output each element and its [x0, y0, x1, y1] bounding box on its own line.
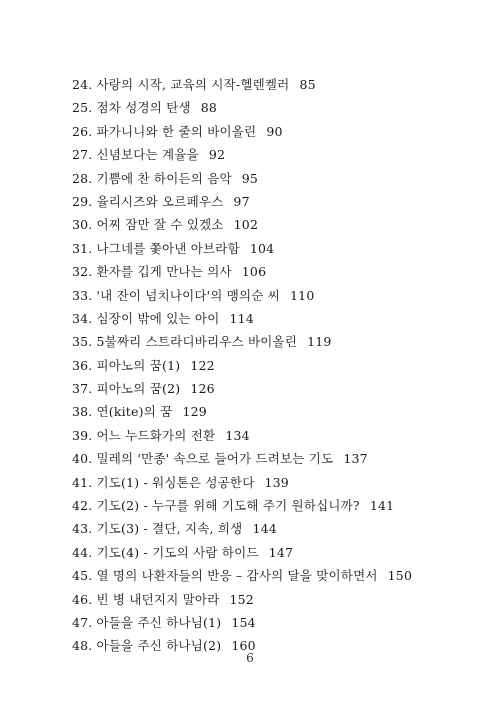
toc-entry: [72, 120, 480, 143]
table-of-contents: [72, 73, 480, 658]
toc-entry-title: 율리시즈와 오르페우스: [96, 193, 224, 209]
toc-entry-number: 41.: [72, 474, 93, 490]
toc-entry: [72, 471, 480, 494]
toc-entry: [72, 400, 480, 423]
toc-entry-title: 빈 병 내던지지 말아라: [96, 591, 220, 607]
toc-entry-title: 파가니니와 한 줄의 바이올린: [96, 123, 257, 139]
toc-entry: [72, 307, 480, 330]
toc-entry: [72, 143, 480, 166]
toc-entry-page: 141: [369, 498, 395, 514]
toc-entry-title: 아들을 주신 하나님(2): [96, 638, 222, 654]
toc-entry-title: 신념보다는 계율을: [96, 147, 199, 163]
toc-entry-page: 134: [225, 427, 250, 443]
toc-entry-number: 27.: [72, 147, 93, 163]
toc-entry-title: 밀레의 '만종' 속으로 들어가 드려보는 기도: [96, 451, 334, 467]
toc-entry-title: 나그네를 쫓아낸 아브라함: [96, 240, 240, 256]
toc-entry-page: 147: [268, 544, 294, 560]
toc-entry-title: 열 명의 나환자들의 반응 – 감사의 달을 맞이하면서: [96, 568, 378, 584]
toc-entry-page: 139: [264, 474, 289, 490]
toc-entry: [72, 588, 480, 611]
toc-entry-page: 114: [229, 310, 254, 326]
toc-entry-page: 154: [231, 614, 256, 630]
toc-entry-title: 심장이 밖에 있는 아이: [96, 310, 220, 326]
toc-entry-page: 97: [233, 193, 250, 209]
toc-entry: [72, 564, 480, 587]
toc-entry-page: 129: [182, 404, 207, 420]
toc-entry-number: 35.: [72, 334, 93, 350]
toc-entry-title: 연(kite)의 꿈: [96, 404, 173, 420]
toc-entry: [72, 377, 480, 400]
toc-entry-number: 37.: [72, 381, 93, 397]
toc-entry-title: 5불짜리 스트라디바리우스 바이올린: [96, 334, 298, 350]
toc-entry-title: 기쁨에 찬 하이든의 음악: [96, 170, 232, 186]
toc-entry: [72, 354, 480, 377]
toc-entry-title: 어느 누드화가의 전환: [96, 427, 216, 443]
toc-entry-title: '내 잔이 넘치나이다'의 맹의순 씨: [96, 287, 281, 303]
toc-entry-number: 28.: [72, 170, 93, 186]
toc-entry-title: 기도(1) - 워싱톤은 성공한다: [96, 474, 255, 490]
toc-entry-title: 기도(2) - 누구를 위해 기도해 주기 원하십니까?: [96, 498, 360, 514]
toc-entry: [72, 494, 480, 517]
toc-entry-title: 어찌 잠만 잘 수 있겠소: [96, 217, 224, 233]
toc-entry: [72, 190, 480, 213]
toc-entry: [72, 284, 480, 307]
toc-entry-page: 122: [190, 357, 215, 373]
toc-entry-page: 106: [241, 264, 267, 280]
toc-entry-page: 85: [299, 77, 316, 92]
toc-entry-page: 119: [307, 334, 332, 350]
toc-entry-page: 126: [190, 381, 215, 397]
toc-entry: [72, 517, 480, 540]
toc-entry-number: 25.: [72, 100, 93, 116]
toc-entry-page: 160: [231, 638, 256, 654]
toc-entry-number: 38.: [72, 404, 93, 420]
toc-entry-number: 32.: [72, 264, 93, 280]
toc-entry: [72, 237, 480, 260]
toc-entry: [72, 424, 480, 447]
toc-entry-page: 110: [290, 287, 315, 303]
toc-entry-number: 31.: [72, 240, 93, 256]
toc-entry-number: 30.: [72, 217, 93, 233]
toc-entry-page: 150: [387, 568, 413, 584]
toc-entry: [72, 611, 480, 634]
toc-entry-title: 피아노의 꿈(2): [96, 381, 181, 397]
toc-entry-number: 29.: [72, 193, 93, 209]
toc-entry-number: 44.: [72, 544, 93, 560]
toc-entry-title: 기도(3) - 결단, 지속, 희생: [96, 521, 243, 537]
toc-entry-page: 90: [266, 123, 283, 139]
toc-entry-title: 점차 성경의 탄생: [96, 100, 191, 116]
toc-entry-page: 95: [241, 170, 259, 186]
toc-entry-number: 42.: [72, 498, 93, 514]
toc-entry-number: 34.: [72, 310, 93, 326]
toc-entry-number: 46.: [72, 591, 93, 607]
toc-entry-page: 102: [233, 217, 259, 233]
toc-entry-number: 43.: [72, 521, 93, 537]
toc-entry-number: 47.: [72, 614, 93, 630]
toc-entry-number: 45.: [72, 568, 93, 584]
toc-entry-number: 36.: [72, 357, 93, 373]
toc-entry-title: 기도(4) - 기도의 사람 하이드: [96, 544, 259, 560]
toc-entry: [72, 213, 480, 236]
toc-entry-number: 39.: [72, 427, 93, 443]
toc-entry: [72, 330, 480, 353]
toc-entry: [72, 447, 480, 470]
toc-entry-title: 사랑의 시작, 교육의 시작-헬렌켈러: [96, 77, 290, 92]
toc-entry-number: 24.: [72, 77, 93, 92]
toc-entry-number: 40.: [72, 451, 93, 467]
toc-entry-page: 88: [200, 100, 218, 116]
toc-entry-title: 아들을 주신 하나님(1): [96, 614, 222, 630]
toc-entry-number: 26.: [72, 123, 93, 139]
toc-entry-page: 137: [343, 451, 368, 467]
toc-entry-page: 152: [229, 591, 254, 607]
page-number: 6: [246, 651, 254, 665]
toc-entry-title: 피아노의 꿈(1): [96, 357, 181, 373]
toc-entry: [72, 73, 480, 96]
toc-entry: [72, 541, 480, 564]
toc-entry-title: 환자를 깁게 만나는 의사: [96, 264, 232, 280]
toc-entry-number: 48.: [72, 638, 93, 654]
toc-entry-page: 144: [252, 521, 277, 537]
toc-entry-number: 33.: [72, 287, 93, 303]
toc-entry-page: 104: [249, 240, 275, 256]
toc-entry: [72, 167, 480, 190]
toc-entry: [72, 260, 480, 283]
toc-entry-page: 92: [208, 147, 226, 163]
toc-entry: [72, 96, 480, 119]
